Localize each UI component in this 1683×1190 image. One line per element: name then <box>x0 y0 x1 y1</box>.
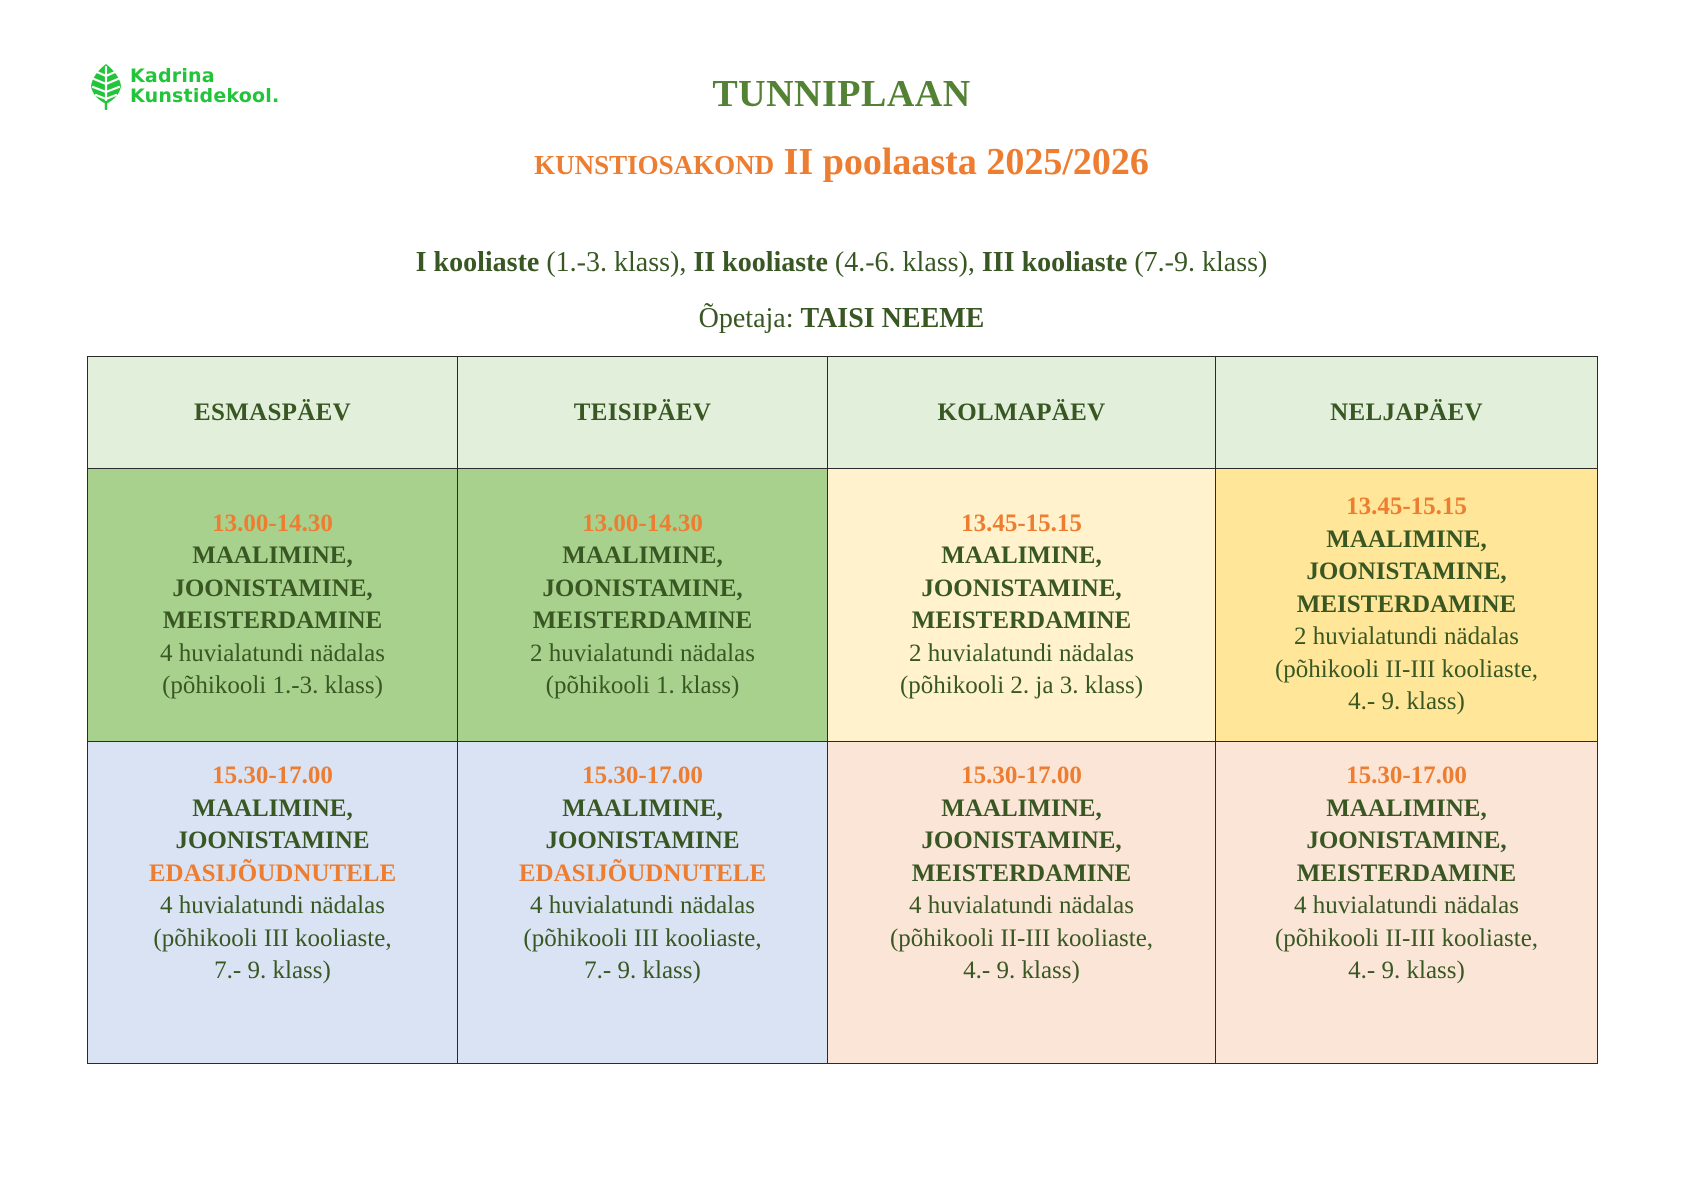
level-2-label: II kooliaste <box>693 247 828 278</box>
lesson-subject: MAALIMINE, <box>192 794 353 822</box>
logo-line-1: Kadrina <box>130 65 215 87</box>
lesson-subject: JOONISTAMINE, <box>172 574 373 602</box>
day-header-wednesday: KOLMAPÄEV <box>828 357 1216 469</box>
lesson-subject: JOONISTAMINE <box>545 827 740 854</box>
level-3-label: III kooliaste <box>981 247 1128 278</box>
lesson-group: (põhikooli 1.-3. klass) <box>162 672 383 699</box>
schedule-cell <box>458 469 828 742</box>
lesson-hours: 4 huvialatundi nädalas <box>160 639 385 667</box>
schedule-cell <box>828 469 1216 742</box>
table-header-row <box>88 357 1598 469</box>
lesson-time: 13.00-14.30 <box>582 509 703 537</box>
lesson-group: 4.- 9. klass) <box>1348 957 1465 984</box>
lesson-time: 15.30-17.00 <box>1346 762 1467 789</box>
lesson-hours: 2 huvialatundi nädalas <box>909 639 1134 667</box>
lesson-group: 4.- 9. klass) <box>963 957 1080 984</box>
teacher-label: Õpetaja: <box>698 303 801 334</box>
schedule-cell <box>458 742 828 1064</box>
lesson-subject: MEISTERDAMINE <box>1296 590 1517 618</box>
lesson-time: 15.30-17.00 <box>212 762 333 789</box>
lesson-hours: 4 huvialatundi nädalas <box>160 892 385 919</box>
lesson-group: (põhikooli II-III kooliaste, <box>889 924 1154 952</box>
lesson-time: 15.30-17.00 <box>961 762 1082 789</box>
level-1-range: (1.-3. klass), <box>539 247 694 278</box>
lesson-group: 7.- 9. klass) <box>584 957 701 984</box>
lesson-group: (põhikooli II-III kooliaste, <box>1274 655 1539 683</box>
lesson-subject: MAALIMINE, <box>1326 794 1487 822</box>
logo-line-2: Kunstidekool. <box>130 85 280 107</box>
table-row <box>88 742 1598 1064</box>
department-label: KUNSTIOSAKOND <box>534 150 775 180</box>
lesson-subject: MAALIMINE, <box>562 542 723 569</box>
lesson-time: 13.45-15.15 <box>1346 493 1467 521</box>
lesson-advanced-label: EDASIJÕUDNUTELE <box>518 859 767 887</box>
lesson-subject: JOONISTAMINE, <box>1306 558 1507 586</box>
lesson-subject: MEISTERDAMINE <box>911 607 1132 634</box>
lesson-subject: MAALIMINE, <box>1326 525 1487 553</box>
lesson-subject: MEISTERDAMINE <box>162 607 383 634</box>
level-3-range: (7.-9. klass) <box>1127 247 1268 278</box>
lesson-group: (põhikooli II-III kooliaste, <box>1274 924 1539 952</box>
lesson-group: (põhikooli III kooliaste, <box>153 924 392 952</box>
school-levels <box>0 247 1683 279</box>
day-header-monday: ESMASPÄEV <box>88 357 458 469</box>
schedule-cell <box>1216 469 1598 742</box>
table-row <box>88 469 1598 742</box>
lesson-subject: JOONISTAMINE, <box>1306 827 1507 854</box>
lesson-subject: JOONISTAMINE, <box>921 574 1122 602</box>
day-header-thursday: NELJAPÄEV <box>1216 357 1598 469</box>
term-label: II poolaasta 2025/2026 <box>783 141 1149 183</box>
schedule-table <box>87 356 1598 1064</box>
lesson-hours: 4 huvialatundi nädalas <box>530 892 755 919</box>
lesson-time: 13.45-15.15 <box>961 509 1082 537</box>
lesson-subject: MAALIMINE, <box>941 794 1102 822</box>
schedule-cell <box>88 469 458 742</box>
schedule-cell <box>1216 742 1598 1064</box>
lesson-subject: MAALIMINE, <box>562 794 723 822</box>
lesson-group: (põhikooli III kooliaste, <box>523 924 762 952</box>
lesson-subject: MAALIMINE, <box>941 542 1102 569</box>
lesson-time: 15.30-17.00 <box>582 762 703 789</box>
teacher-line <box>0 303 1683 335</box>
lesson-subject: MAALIMINE, <box>192 542 353 569</box>
teacher-name: TAISI NEEME <box>800 303 985 334</box>
lesson-group: (põhikooli 1. klass) <box>545 672 740 699</box>
lesson-subject: MEISTERDAMINE <box>911 859 1132 887</box>
lesson-subject: JOONISTAMINE, <box>921 827 1122 854</box>
lesson-time: 13.00-14.30 <box>212 509 333 537</box>
level-1-label: I kooliaste <box>415 247 540 278</box>
page-subtitle <box>0 140 1683 184</box>
lesson-group: (põhikooli 2. ja 3. klass) <box>899 672 1144 699</box>
lesson-hours: 4 huvialatundi nädalas <box>909 892 1134 919</box>
lesson-group: 7.- 9. klass) <box>214 957 331 984</box>
lesson-group: 4.- 9. klass) <box>1348 688 1465 716</box>
day-header-tuesday: TEISIPÄEV <box>458 357 828 469</box>
lesson-subject: MEISTERDAMINE <box>1296 859 1517 887</box>
page-title: TUNNIPLAAN <box>712 73 971 115</box>
level-2-range: (4.-6. klass), <box>827 247 982 278</box>
lesson-subject: JOONISTAMINE <box>175 827 370 854</box>
lesson-subject: JOONISTAMINE, <box>542 574 743 602</box>
lesson-hours: 4 huvialatundi nädalas <box>1294 892 1519 919</box>
schedule-cell <box>88 742 458 1064</box>
lesson-hours: 2 huvialatundi nädalas <box>1294 623 1519 651</box>
schedule-cell <box>828 742 1216 1064</box>
lesson-advanced-label: EDASIJÕUDNUTELE <box>148 859 397 887</box>
lesson-hours: 2 huvialatundi nädalas <box>530 639 755 667</box>
lesson-subject: MEISTERDAMINE <box>532 607 753 634</box>
